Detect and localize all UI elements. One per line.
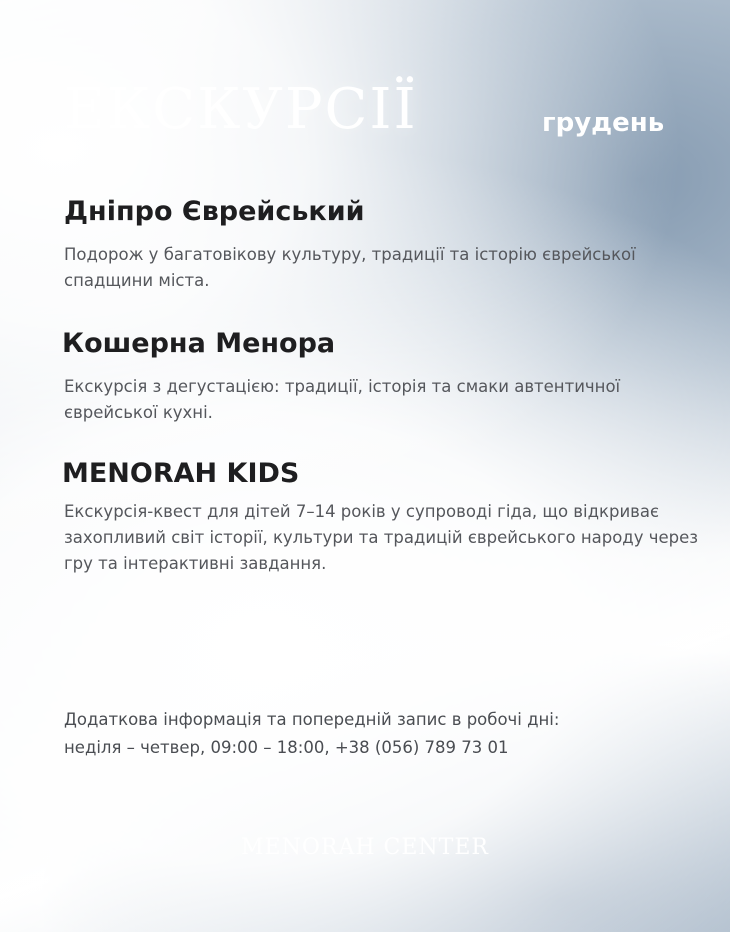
contact-info-line: Додаткова інформація та попередній запис в робочі дні: — [64, 710, 560, 729]
tour-title-kids: MENORAH KIDS — [62, 458, 300, 489]
month-label: грудень — [542, 108, 665, 138]
tour-description-kosherna: Екскурсія з дегустацією: традиції, історія та смаки автентичної єврейської кухні. — [64, 377, 621, 422]
tour-title-kosherna: Кошерна Менора — [62, 328, 336, 359]
tour-description-kids: Екскурсія-квест для дітей 7–14 років у супроводі гіда, що відкриває захопливий світ історії, культури та традицій єврейського народу через гру та інтерактивні завдання. — [64, 502, 699, 573]
contact-hours-phone: неділя – четвер, 09:00 – 18:00, +38 (056) 789 73 01 — [64, 738, 509, 757]
contact-info — [64, 706, 559, 762]
tour-description-dnipro: Подорож у багатовікову культуру, традиції та історію єврейської спадщини міста. — [64, 245, 636, 290]
brand-footer: MENORAH CENTER — [241, 835, 489, 860]
tour-title-dnipro: Дніпро Єврейський — [64, 196, 365, 227]
page-title: ЕКСКУРСІЇ — [64, 77, 418, 142]
